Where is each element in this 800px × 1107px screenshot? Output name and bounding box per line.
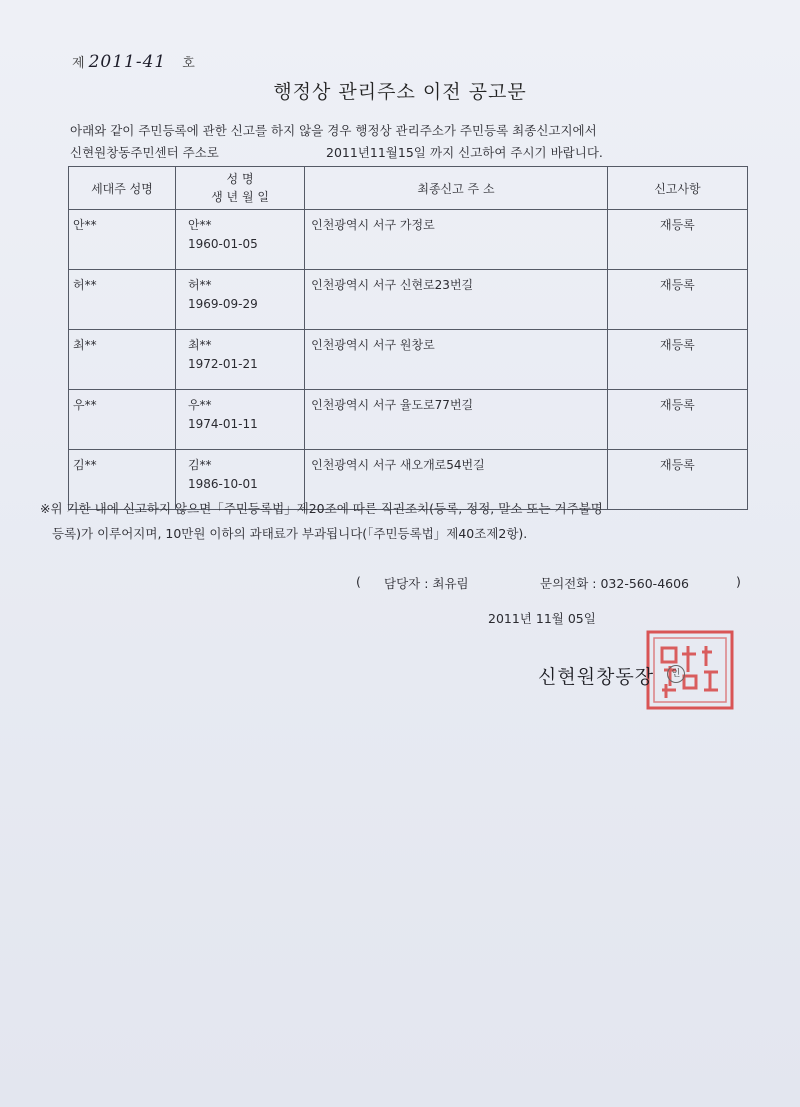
table-row bbox=[69, 330, 748, 390]
official-seal-stamp bbox=[644, 628, 736, 712]
cell-report: 재등록 bbox=[607, 330, 747, 390]
intro-line-2-start: 신현원창동주민센터 주소로 bbox=[70, 145, 219, 160]
header-birth: 생 년 월 일 bbox=[211, 190, 269, 204]
cell-report: 재등록 bbox=[607, 450, 747, 510]
header-report: 신고사항 bbox=[607, 167, 747, 210]
cell-householder: 안** bbox=[69, 210, 176, 270]
cell-report: 재등록 bbox=[607, 390, 747, 450]
notice-line-1: ※위 기한 내에 신고하지 않으면「주민등록법」제20조에 따른 직권조치(등록, 정정, 말소 또는 거주불명 bbox=[40, 501, 603, 516]
table-row bbox=[69, 270, 748, 330]
intro-line-2-end: 까지 신고하여 주시기 바랍니다. bbox=[430, 145, 603, 160]
cell-address: 인천광역시 서구 원창로 bbox=[305, 330, 608, 390]
table-row bbox=[69, 390, 748, 450]
cell-report: 재등록 bbox=[607, 270, 747, 330]
table-header-row bbox=[69, 167, 748, 210]
contact-phone: 문의전화 : 032-560-4606 bbox=[540, 576, 690, 591]
table-row bbox=[69, 210, 748, 270]
cell-name-birth bbox=[175, 270, 304, 330]
cell-name: 김** bbox=[187, 458, 212, 472]
header-householder: 세대주 성명 bbox=[69, 167, 176, 210]
cell-birth: 1986-10-01 bbox=[187, 477, 258, 491]
doc-no-prefix: 제 bbox=[72, 56, 85, 71]
issuer-title: 신현원창동장 bbox=[538, 666, 655, 688]
intro-paragraph bbox=[70, 120, 603, 164]
contact-close-paren: ) bbox=[736, 574, 741, 589]
contact-person: 담당자 : 최유림 bbox=[384, 576, 469, 591]
doc-no-handwritten: 2011-41 bbox=[88, 52, 167, 72]
cell-birth: 1972-01-21 bbox=[187, 357, 258, 371]
notice-line-2: 등록)가 이루어지며, 10만원 이하의 과태료가 부과됩니다(「주민등록법」제40조제2항). bbox=[52, 526, 528, 541]
cell-name-birth bbox=[175, 330, 304, 390]
doc-no-suffix: 호 bbox=[182, 56, 195, 71]
header-name: 성 명 bbox=[226, 172, 254, 186]
cell-address: 인천광역시 서구 가정로 bbox=[305, 210, 608, 270]
issue-date: 2011년 11월 05일 bbox=[488, 611, 596, 626]
legal-notice bbox=[40, 496, 603, 546]
page-title: 행정상 관리주소 이전 공고문 bbox=[273, 81, 527, 103]
deadline-date: 2011년11월15일 bbox=[326, 145, 426, 160]
cell-report: 재등록 bbox=[607, 210, 747, 270]
contact-open-paren: ( bbox=[356, 574, 361, 589]
cell-name: 최** bbox=[187, 338, 212, 352]
cell-birth: 1960-01-05 bbox=[187, 237, 258, 251]
cell-name-birth bbox=[175, 390, 304, 450]
cell-address: 인천광역시 서구 율도로77번길 bbox=[305, 390, 608, 450]
cell-householder: 최** bbox=[69, 330, 176, 390]
cell-name: 우** bbox=[187, 398, 212, 412]
cell-householder: 허** bbox=[69, 270, 176, 330]
relocation-table bbox=[68, 166, 748, 510]
seal-mark: 인 bbox=[667, 665, 685, 683]
cell-birth: 1969-09-29 bbox=[187, 297, 258, 311]
cell-householder: 김** bbox=[69, 450, 176, 510]
cell-householder: 우** bbox=[69, 390, 176, 450]
cell-name: 안** bbox=[187, 218, 212, 232]
document-number bbox=[72, 52, 195, 72]
header-address: 최종신고 주 소 bbox=[305, 167, 608, 210]
intro-line-1: 아래와 같이 주민등록에 관한 신고를 하지 않을 경우 행정상 관리주소가 주민등록 최종신고지에서 bbox=[70, 123, 597, 138]
cell-birth: 1974-01-11 bbox=[187, 417, 258, 431]
cell-address: 인천광역시 서구 새오개로54번길 bbox=[305, 450, 608, 510]
cell-address: 인천광역시 서구 신현로23번길 bbox=[305, 270, 608, 330]
cell-name: 허** bbox=[187, 278, 212, 292]
cell-name-birth bbox=[175, 210, 304, 270]
header-name-birth bbox=[175, 167, 304, 210]
